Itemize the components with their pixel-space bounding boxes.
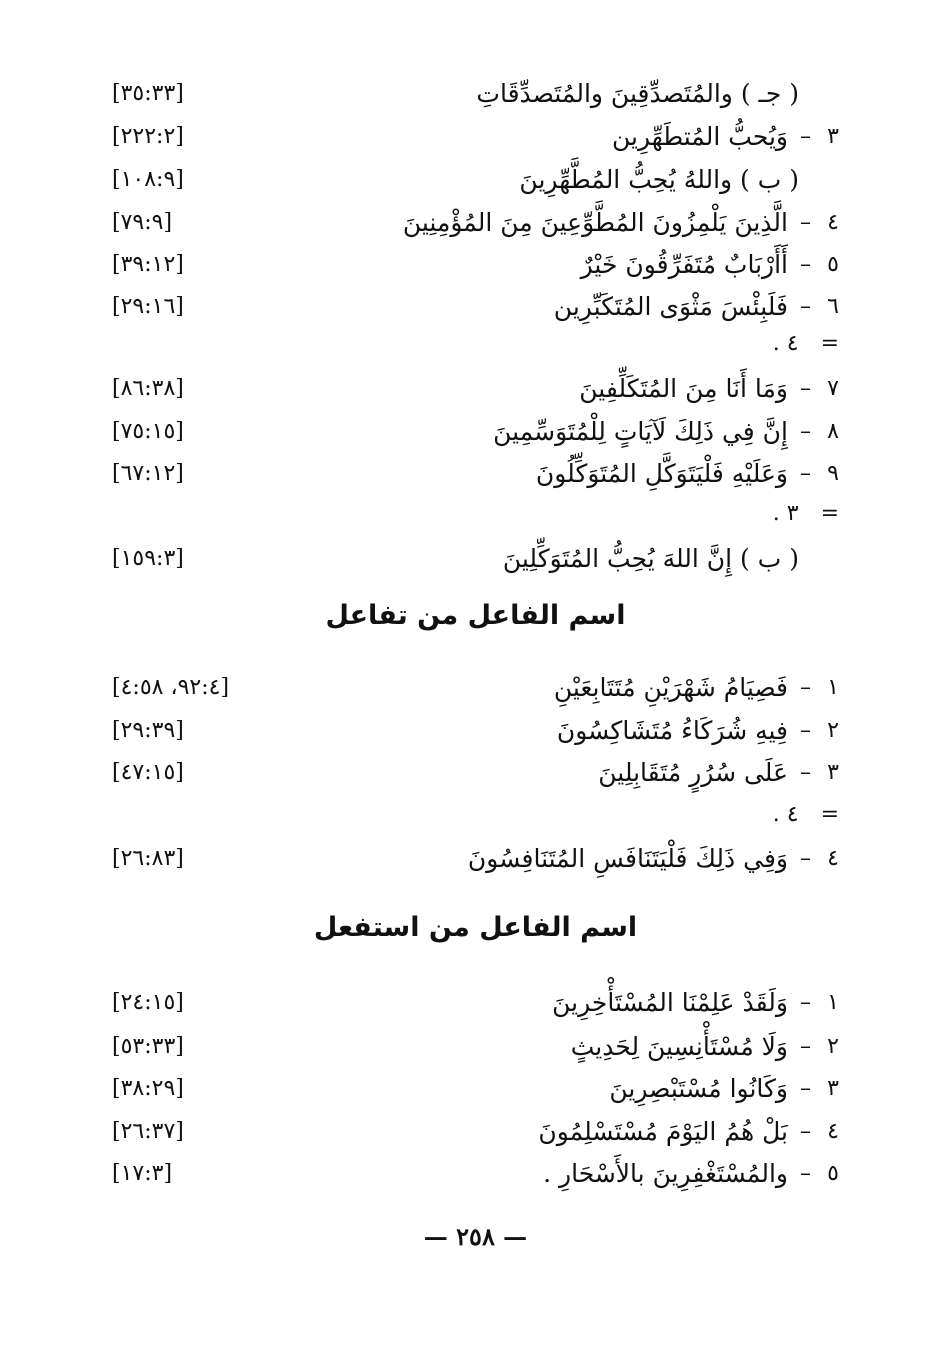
item-dash: – (800, 717, 811, 743)
verse-text: فَصِيَامُ شَهْرَيْنِ مُتَتَابِعَيْنِ (553, 672, 788, 702)
verse-reference: [٢٤:١٥] (112, 989, 184, 1015)
equals-note (112, 493, 839, 533)
equals-note (112, 323, 839, 363)
item-number: ٤ (827, 845, 839, 871)
list-item (112, 1026, 839, 1066)
item-number: ٩ (827, 460, 839, 486)
item-number: ٤ (827, 209, 839, 235)
verse-text: فَلَبِئْسَ مَثْوَى المُتَكَبِّرِين (553, 291, 788, 321)
item-number: ٦ (827, 293, 839, 319)
list-item (112, 202, 839, 242)
item-number: ٨ (827, 418, 839, 444)
item-number: ٣ (827, 123, 839, 149)
list-item (112, 752, 839, 792)
item-dash: – (800, 209, 811, 235)
item-dash: – (800, 460, 811, 486)
list-item (112, 244, 839, 284)
equals-count: ٤ . (772, 330, 799, 356)
list-item (112, 667, 839, 707)
list-item (112, 286, 839, 326)
item-dash: – (800, 1075, 811, 1101)
item-dash: – (800, 293, 811, 319)
equals-count: ٣ . (772, 500, 799, 526)
verse-reference: [١٥٩:٣] (112, 545, 184, 571)
verse-reference: [٩٢:٤، ٤:٥٨] (112, 674, 230, 700)
verse-reference: [٧٥:١٥] (112, 418, 184, 444)
equals-note (112, 794, 839, 834)
item-dash: – (800, 989, 811, 1015)
verse-reference: [٢٩:١٦] (112, 293, 184, 319)
verse-text: وَكَانُوا مُسْتَبْصِرِينَ (609, 1073, 788, 1103)
verse-text: إِنَّ فِي ذَلِكَ لَآيَاتٍ لِلْمُتَوَسِّمِينَ (493, 416, 788, 446)
verse-text: وَفِي ذَلِكَ فَلْيَتَنَافَسِ المُتَنَافِسُونَ (467, 843, 788, 873)
verse-text: أَأَرْبَابٌ مُتَفَرِّقُونَ خَيْرٌ (580, 249, 788, 279)
list-item (112, 538, 839, 578)
item-number: ٣ (827, 759, 839, 785)
verse-text: الَّذِينَ يَلْمِزُونَ المُطَّوِّعِينَ مِنَ المُؤْمِنِينَ (402, 207, 788, 237)
item-number: ٢ (827, 1033, 839, 1059)
list-item (112, 159, 839, 199)
item-number: ٧ (827, 375, 839, 401)
verse-reference: [٢٦:٣٧] (112, 1118, 184, 1144)
verse-reference: [٨٦:٣٨] (112, 375, 184, 401)
list-item (112, 982, 839, 1022)
item-number: ٤ (827, 1118, 839, 1144)
item-number: ٢ (827, 717, 839, 743)
verse-text: ( جـ ) والمُتَصدِّقِينَ والمُتَصدِّقَاتِ (476, 78, 799, 108)
equals-count: ٤ . (772, 801, 799, 827)
verse-text: وَمَا أَنَا مِنَ المُتَكَلِّفِينَ (579, 373, 788, 403)
item-dash: – (800, 375, 811, 401)
list-item (112, 368, 839, 408)
verse-text: ( ب ) إِنَّ اللهَ يُحِبُّ المُتَوَكِّلِينَ (502, 543, 799, 573)
list-item (112, 411, 839, 451)
list-item (112, 453, 839, 493)
verse-text: بَلْ هُمُ اليَوْمَ مُسْتَسْلِمُونَ (538, 1116, 788, 1146)
verse-text: وَلَقَدْ عَلِمْنَا المُسْتَأْخِرِينَ (552, 987, 788, 1017)
verse-reference: [٤٧:١٥] (112, 759, 184, 785)
item-dash: – (800, 251, 811, 277)
equals-sign: = (820, 500, 839, 526)
item-number: ٥ (827, 1160, 839, 1186)
verse-text: عَلَى سُرُرٍ مُتَقَابِلِينَ (598, 757, 788, 787)
verse-text: ( ب ) واللهُ يُحِبُّ المُطَّهِّرِينَ (519, 164, 799, 194)
list-item (112, 73, 839, 113)
item-number: ١ (827, 674, 839, 700)
verse-reference: [١٧:٣] (112, 1160, 173, 1186)
verse-reference: [٣٥:٣٣] (112, 80, 184, 106)
section-heading: اسم الفاعل من تفاعل (325, 600, 626, 631)
verse-reference: [٦٧:١٢] (112, 460, 184, 486)
item-number: ١ (827, 989, 839, 1015)
item-number: ٥ (827, 251, 839, 277)
verse-reference: [٢٦:٨٣] (112, 845, 184, 871)
equals-sign: = (820, 330, 839, 356)
equals-sign: = (820, 801, 839, 827)
list-item (112, 1111, 839, 1151)
verse-reference: [٥٣:٣٣] (112, 1033, 184, 1059)
verse-text: وَعَلَيْهِ فَلْيَتَوَكَّلِ المُتَوَكِّلُونَ (535, 458, 788, 488)
verse-reference: [٣٩:١٢] (112, 251, 184, 277)
verse-text: وَيُحبُّ المُتطَهِّرِين (611, 121, 788, 151)
verse-reference: [٣٨:٢٩] (112, 1075, 184, 1101)
verse-text: وَلَا مُسْتَأْنِسِينَ لِحَدِيثٍ (570, 1031, 788, 1061)
item-dash: – (800, 1160, 811, 1186)
item-dash: – (800, 418, 811, 444)
verse-reference: [٧٩:٩] (112, 209, 173, 235)
verse-reference: [٢٩:٣٩] (112, 717, 184, 743)
item-dash: – (800, 845, 811, 871)
verse-reference: [٢٢٢:٢] (112, 123, 184, 149)
page-number: — ٢٥٨ — (423, 1222, 528, 1251)
verse-text: فِيهِ شُرَكَاءُ مُتَشَاكِسُونَ (556, 715, 788, 745)
item-dash: – (800, 1033, 811, 1059)
list-item (112, 116, 839, 156)
item-number: ٣ (827, 1075, 839, 1101)
item-dash: – (800, 674, 811, 700)
list-item (112, 710, 839, 750)
list-item (112, 1068, 839, 1108)
list-item (112, 838, 839, 878)
item-dash: – (800, 1118, 811, 1144)
list-item (112, 1153, 839, 1193)
verse-reference: [١٠٨:٩] (112, 166, 184, 192)
verse-text: والمُسْتَغْفِرِينَ بالأَسْحَارِ . (543, 1158, 788, 1188)
item-dash: – (800, 123, 811, 149)
section-heading: اسم الفاعل من استفعل (313, 912, 638, 943)
item-dash: – (800, 759, 811, 785)
